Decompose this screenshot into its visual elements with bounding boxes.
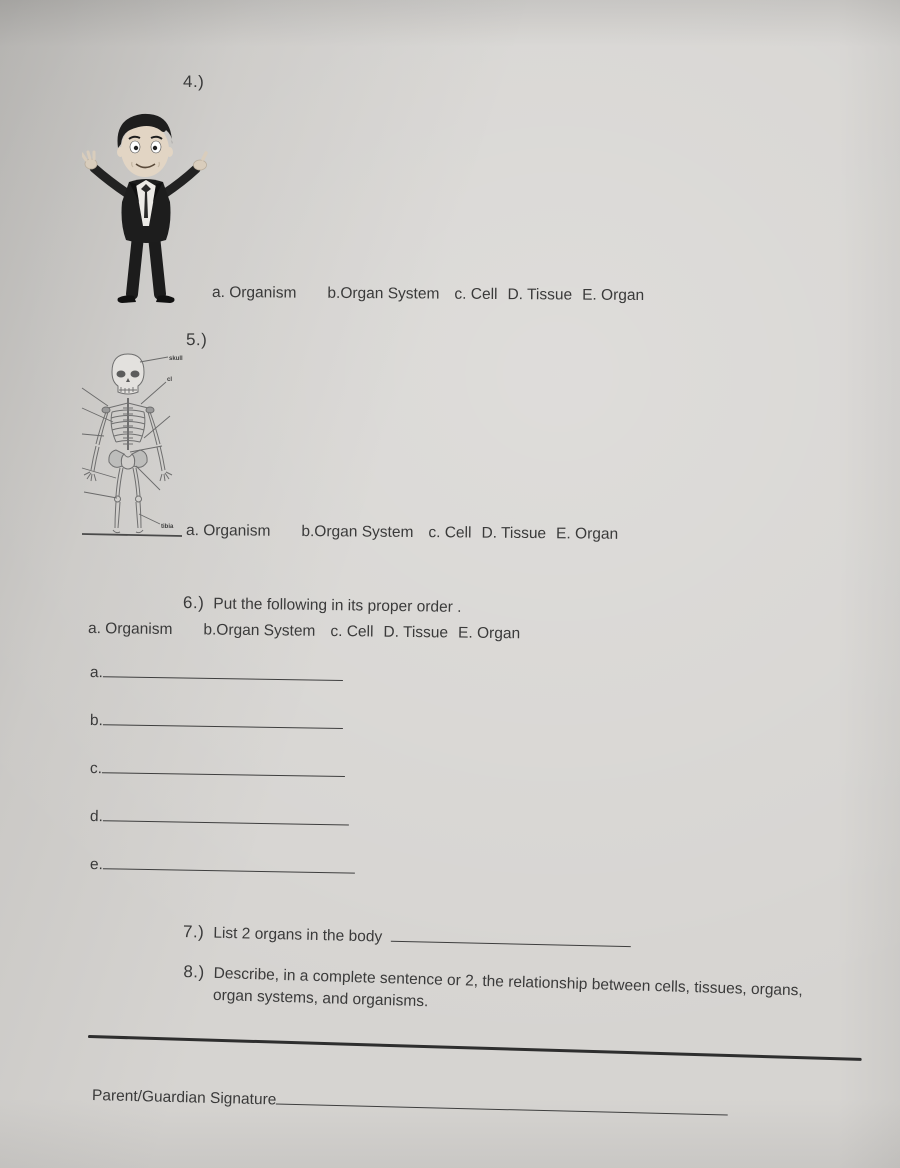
q6-option-d: D. Tissue	[383, 623, 449, 642]
q6-blank-letter-a: a.	[89, 664, 104, 682]
q5-options	[186, 522, 618, 544]
skeleton-label-clavicle: cl	[167, 377, 173, 383]
q7-prompt: List 2 organs in the body	[213, 924, 383, 946]
signature-row	[92, 1086, 729, 1121]
q6-option-b: b.Organ System	[203, 621, 316, 640]
q4-option-e: E. Organ	[582, 286, 645, 305]
answer-rule-line	[88, 1035, 862, 1061]
q6-answer-blank-c	[102, 759, 345, 777]
q6-number: 6.)	[182, 593, 205, 613]
q6-blank-row-c	[90, 759, 345, 782]
q6-answer-blank-a	[103, 663, 343, 681]
q6-blank-row-e	[90, 855, 355, 879]
q8-prompt: Describe, in a complete sentence or 2, the relationship between cells, tissues, organs, organ systems, and organisms.	[212, 964, 803, 1011]
q6-blank-row-b	[90, 711, 343, 734]
q4-option-b: b.Organ System	[327, 284, 440, 303]
q4-option-a: a. Organism	[211, 284, 297, 302]
q6-blank-letter-d: d.	[89, 808, 104, 826]
q6-blank-letter-c: c.	[89, 760, 103, 778]
q6-option-a: a. Organism	[87, 620, 173, 639]
q5-number: 5.)	[185, 330, 208, 350]
q5-option-b: b.Organ System	[301, 523, 414, 541]
q6-answer-blank-b	[103, 711, 343, 729]
signature-label: Parent/Guardian Signature	[91, 1087, 277, 1109]
skeleton-label-skull: skull	[169, 356, 183, 362]
q7-answer-blank	[391, 928, 631, 947]
q8-row	[182, 962, 823, 1025]
skeleton-label-tibia: tibia	[161, 524, 174, 530]
q6-options	[88, 620, 520, 643]
q6-prompt-row	[183, 593, 462, 617]
q5-option-c: c. Cell	[428, 524, 472, 542]
q6-blank-row-d	[90, 807, 349, 831]
q7-number: 7.)	[182, 922, 205, 942]
q4-option-c: c. Cell	[454, 285, 498, 303]
skeleton-diagram	[78, 350, 202, 540]
q5-option-d: D. Tissue	[481, 524, 547, 543]
q5-option-a: a. Organism	[185, 522, 271, 540]
q6-answer-blank-e	[103, 855, 355, 873]
q6-answer-blank-d	[103, 807, 349, 825]
q4-options	[212, 284, 644, 305]
q6-prompt: Put the following in its proper order .	[213, 595, 462, 616]
q8-number: 8.)	[183, 962, 205, 982]
q6-option-c: c. Cell	[330, 622, 374, 641]
q4-option-d: D. Tissue	[507, 286, 573, 304]
q6-option-e: E. Organ	[457, 624, 521, 643]
signature-blank	[276, 1091, 728, 1116]
q6-blank-letter-b: b.	[89, 712, 104, 730]
cartoon-man-image	[82, 106, 210, 308]
q6-blank-letter-e: e.	[89, 856, 104, 874]
q4-number: 4.)	[183, 72, 205, 91]
q7-row	[183, 922, 632, 952]
q5-option-e: E. Organ	[556, 525, 619, 543]
q6-blank-row-a	[90, 663, 343, 686]
